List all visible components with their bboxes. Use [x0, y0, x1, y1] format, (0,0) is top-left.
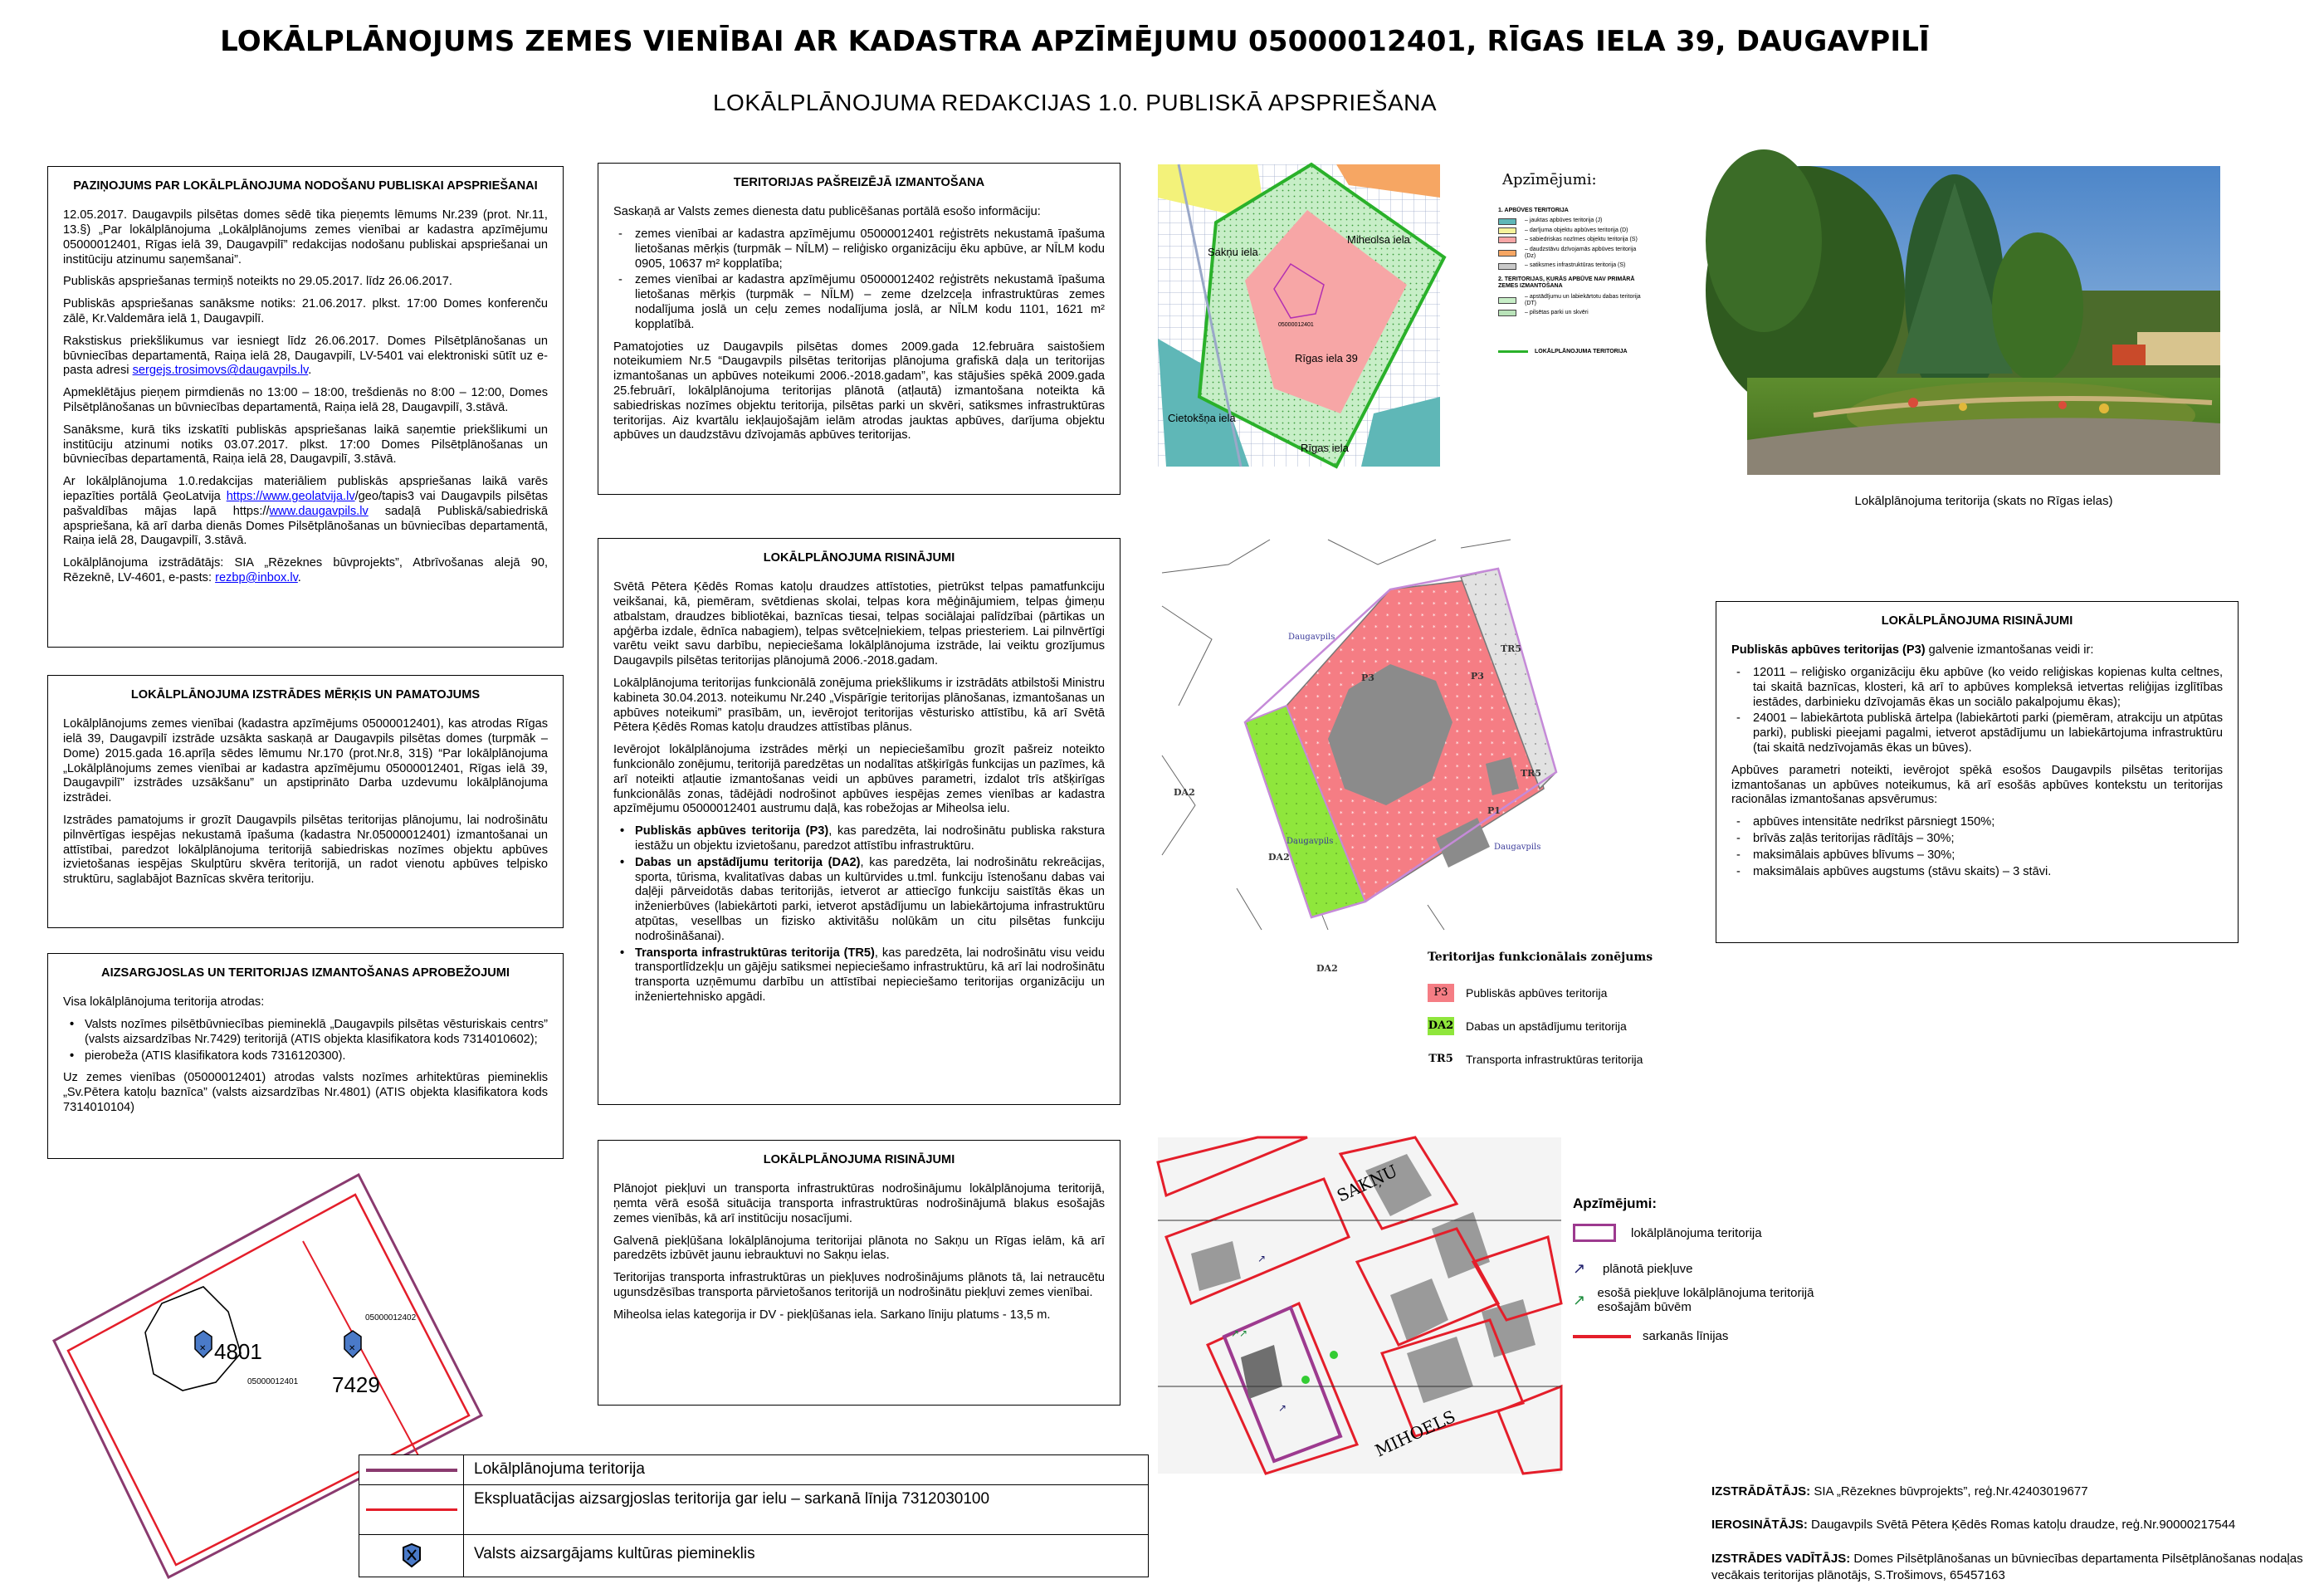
initiator-value: Daugavpils Svētā Pētera Ķēdēs Romas katoļu draudze, reģ.Nr.90000217544 [1811, 1518, 2236, 1533]
access-map-drawing [1158, 1137, 1561, 1474]
legend-label: – pilsētas parki un skvēri [1525, 310, 1589, 316]
map1-legend-title: Apzīmējumi: [1502, 171, 1597, 188]
legend-label: – sabiedriskas nozīmes objektu teritorija (S) [1525, 237, 1638, 243]
street-label: SAKŅU [1333, 1161, 1401, 1206]
access-legend [1573, 1195, 1838, 1343]
goals-p2: Izstrādes pamatojums ir grozīt Daugavpils pilsētas teritorijas plānojumu, lai nodrošinātu pilnvērtīgas iespējas nekustamā īpašuma (kadastra Nr.05000012401) izmantošanai un attīstībai, paredzot lokālplānojuma teritorijā sabiedriskas nozīmes objektu apbūves izvietošanas iespējas Skulptūru skvēra teritorijā, un radot vienotu apbūves telpisko struktūru, saglabājot Baznīcas skvēra teritoriju. [63, 814, 548, 887]
map1-label: Rīgas iela 39 [1295, 352, 1358, 364]
developer-label: IZSTRĀDĀTĀJS: [1711, 1484, 1811, 1498]
map3-arrow-icon: ↗ [1257, 1253, 1267, 1264]
lead-value: Domes Pilsētplānošanas un būvniecības departamenta Pilsētplānošanas nodaļas vecākais teritorijas plānotājs, S.Trošimovs, 65457163 [1711, 1551, 2303, 1582]
map3-marker [1301, 1376, 1310, 1384]
zones-list [613, 824, 1105, 1005]
map1-legend [1498, 208, 1648, 359]
solutions-box-2 [598, 1140, 1120, 1406]
current-use-box [598, 163, 1120, 495]
solutions1-title: LOKĀLPLĀNOJUMA RISINĀJUMI [763, 551, 955, 565]
map1-label: Sakņu iela [1208, 246, 1258, 258]
protection-p2: Uz zemes vienības (05000012401) atrodas valsts nozīmes arhitektūras piemineklis „Sv.Pētera katoļu baznīca” (valsts aizsardzības Nr.4801) (ATIS objekta klasifikatora kods 7314010104) [63, 1071, 548, 1115]
list-item: - zemes vienībai ar kadastra apzīmējumu 05000012401 reģistrēts nekustamā īpašuma lietošanas mērķis (turpmāk – NĪLM) – reliģisko organizāciju ēku apbūve, ar NĪLM kodu 0905, 10637 m² kopplatība; [613, 227, 1105, 271]
planned-access-icon: ↗ [1573, 1260, 1586, 1277]
solutions2-p1: Plānojot piekļuvi un transporta infrastruktūras nodrošinājumu lokālplānojuma teritorijā, ņemta vērā esošā situācija transporta infrastruktūras nodrošinājumā blakus esošajās zemes vienībās, kā arī institūciju nosacījumi. [613, 1182, 1105, 1225]
legend-swatch [1498, 263, 1516, 270]
page-title: LOKĀLPLĀNOJUMS ZEMES VIENĪBAI AR KADASTRA APZĪMĒJUMU 05000012401, RĪGAS IELA 39, DAUGAVPILĪ [220, 25, 1930, 58]
solutions2-p2: Galvenā piekļūšana lokālplānojuma teritorijai plānota no Sakņu un Rīgas ielām, kā arī paredzēts izbūvēt jaunu iebrauktuvi no Sakņu ielas. [613, 1234, 1105, 1263]
solutions-box-1 [598, 538, 1120, 1105]
daugavpils-link[interactable]: www.daugavpils.lv [269, 504, 369, 518]
map1-label: Miheolsa iela [1347, 233, 1410, 246]
street-label: MIHOELS [1371, 1406, 1459, 1461]
legend-label: – satiksmes infrastruktūras teritorija (S) [1525, 262, 1626, 269]
notice-title: PAZIŅOJUMS PAR LOKĀLPLĀNOJUMA NODOŠANU PUBLISKAI APSPRIEŠANAI [73, 179, 538, 193]
zoning-legend [1428, 951, 1677, 1068]
parameters-list [1731, 815, 2223, 879]
legend-swatch [1498, 310, 1516, 316]
legend-label: sarkanās līnijas [1643, 1329, 1729, 1343]
current-use-p1: Saskaņā ar Valsts zemes dienesta datu publicēšanas portālā esošo informāciju: [613, 205, 1041, 219]
solutions3-title: LOKĀLPLĀNOJUMA RISINĀJUMI [1881, 614, 2073, 628]
notice-p2: Publiskās apspriešanas termiņš noteikts no 29.05.2017. līdz 26.06.2017. [63, 275, 452, 289]
protection-title: AIZSARGJOSLAS UN TERITORIJAS IZMANTOŠANAS APROBEŽOJUMI [101, 966, 510, 980]
legend-table-row: Ekspluatācijas aizsargjoslas teritorija gar ielu – sarkanā līnija 7312030100 [474, 1490, 990, 1508]
map1-legend-heading-1: 1. APBŪVES TERITORIJA [1498, 208, 1569, 213]
email-link[interactable]: sergejs.trosimovs@daugavpils.lv [132, 364, 309, 378]
zone-label: P1 [1487, 805, 1501, 816]
legend-label: Publiskās apbūves teritorija [1466, 986, 1608, 1000]
list-item: - zemes vienībai ar kadastra apzīmējumu 05000012402 reģistrēts nekustamā īpašuma lietošanas mērķis (turpmāk – NĪLM) – zeme dzelzceļa infrastruktūras zemes nodalījuma joslā un ceļu zemes nodalījuma joslā, ar NĪLM kodu 1101, 1621 m² kopplatībā. [613, 273, 1105, 332]
uses-list [1731, 666, 2223, 756]
legend-table-row: Lokālplānojuma teritorija [474, 1460, 645, 1478]
monument-icon: ✕ [349, 1344, 356, 1353]
solutions1-p2: Lokālplānojuma teritorijas funkcionālā zonējuma priekšlikums ir izstrādāts atbilstoši Ministru kabineta 30.04.2013. noteikumu Nr.240 „Vispārīgie teritorijas plānošanas, izmantošanas un apbūves noteikumi” prasībām, un, ievērojot teritorijas vēsturisko attīstību, kā arī Svētā Pētera Ķēdēs Romas katoļu draudzes attīstības plānus. [613, 677, 1105, 735]
legend-label: esošā piekļuve lokālplānojuma teritorijā esošajām būvēm [1597, 1286, 1814, 1314]
zone-label: TR5 [1501, 643, 1521, 654]
map3-arrow-icon: ↗↗ [1231, 1327, 1248, 1339]
legend-label: Dabas un apstādījumu teritorija [1466, 1019, 1627, 1033]
list-item: • Valsts nozīmes pilsētbūvniecības piemineklā „Daugavpils pilsētas vēsturiskais centrs” (valsts aizsardzības Nr.7429) teritorijā (ATIS objekta klasifikatora kods 7314010602); [63, 1018, 548, 1048]
map3-marker [1330, 1351, 1338, 1359]
monument-icon [401, 1543, 422, 1568]
legend-label: – apstādījumu un labiekārtotu dabas teritorija (DT) [1525, 293, 1641, 306]
page-subtitle: LOKĀLPLĀNOJUMA REDAKCIJAS 1.0. PUBLISKĀ APSPRIEŠANA [712, 90, 1438, 115]
legend-label: – jauktas apbūves teritorija (J) [1525, 218, 1603, 224]
legend-swatch-tr5: TR5 [1428, 1050, 1454, 1068]
footer [1711, 1484, 2309, 1584]
solutions2-title: LOKĀLPLĀNOJUMA RISINĀJUMI [763, 1153, 955, 1166]
cadastre-label: 05000012401 [247, 1377, 299, 1386]
legend-label: Transporta infrastruktūras teritorija [1466, 1053, 1643, 1066]
site-photo-drawing [1747, 166, 2220, 475]
solutions2-p4: Miheolsa ielas kategorija ir DV - piekļūšanas iela. Sarkano līniju platums - 13,5 m. [613, 1308, 1051, 1322]
legend-label: – daudzstāvu dzīvojamās apbūves teritorija (Dz) [1525, 246, 1637, 259]
existing-access-icon: ↗ [1573, 1291, 1586, 1308]
legend-swatch-da2: DA2 [1428, 1017, 1454, 1035]
protection-box [47, 953, 564, 1159]
solutions2-p3: Teritorijas transporta infrastruktūras un piekļuves nodrošinājums plānots tā, lai netraucētu ugunsdzēsības transporta pārvietošanos teritorijā un nodrošinātu piekļuvi zemes vienībai. [613, 1271, 1105, 1300]
solutions-box-3 [1716, 601, 2239, 943]
boundary-line-icon [1498, 350, 1528, 353]
legend-label: LOKĀLPLĀNOJUMA TERITORIJA [1535, 348, 1628, 354]
legend-label: plānotā piekļuve [1603, 1262, 1693, 1276]
street-label: Daugavpils [1288, 633, 1335, 642]
legend-swatch [1498, 250, 1516, 257]
developer-value: SIA „Rēzeknes būvprojekts”, reģ.Nr.42403019677 [1814, 1484, 2088, 1498]
notice-p6: Sanāksme, kurā tiks izskatīti publiskās apspriešanas laikā saņemtie priekšlikumi un institūciju atzinumi notiks 03.07.2017. plkst. 17:00 Domes Pilsētplānošanas un būvniecības departamentā, Raiņa ielā 28, Daugavpilī, 3.stāvā. [63, 423, 548, 467]
map1-label: Cietokšņa iela [1168, 412, 1236, 424]
zone-label: DA2 [1174, 787, 1195, 798]
notice-p7: Ar lokālplānojuma 1.0.redakcijas materiāliem publiskās apspriešanas laikā varēs iepazīties portālā ĢeoLatvija https://www.geolatvija.lv/geo/tapis3 vai Daugavpils pilsētas pašvaldības mājas lapā https://www.daugavpils.lv sadaļā Publiskā/sabiedriskā apspriešana, kā arī darba dienās Domes Pilsētplānošanas un būvniecības departamentā, Raiņa ielā 28, Daugavpilī, 3.stāvā. [63, 475, 548, 548]
current-use-title: TERITORIJAS PAŠREIZĒJĀ IZMANTOŠANA [733, 176, 985, 189]
legend-swatch [1498, 227, 1516, 234]
list-item: - brīvās zaļās teritorijas rādītājs – 30%; [1731, 832, 2223, 847]
red-line-icon [1573, 1335, 1631, 1338]
legend-label: lokālplānojuma teritorija [1631, 1225, 1762, 1240]
initiator-label: IEROSINĀTĀJS: [1711, 1518, 1808, 1533]
notice-p4: Rakstiskus priekšlikumus var iesniegt līdz 26.06.2017. Domes Pilsētplānošanas un būvniecības departamentā, Raiņa ielā 28, Daugavpilī, LV-5401 vai elektroniski sūtīt uz e-pasta adresi sergejs.trosimovs@daugavpils.lv. [63, 334, 548, 378]
legend-label: – darījuma objektu apbūves teritorija (D) [1525, 227, 1628, 233]
cadastre-label: 05000012402 [365, 1313, 417, 1322]
list-item: - apbūves intensitāte nedrīkst pārsniegt 150%; [1731, 815, 2223, 830]
existing-plan-map [1158, 164, 1648, 467]
protection-list [63, 1018, 548, 1063]
solutions3-p2: Apbūves parametri noteikti, ievērojot spēkā esošos Daugavpils pilsētas teritorijas izmantošanas un apbūves noteikumus, kā arī esošās apbūves kontekstu un teritorijas racionālas izmantošanas apsvērumus: [1731, 763, 2223, 807]
zoning-legend-title: Teritorijas funkcionālais zonējums [1428, 951, 1653, 964]
zone-label: DA2 [1268, 852, 1290, 863]
goals-title: LOKĀLPLĀNOJUMA IZSTRĀDES MĒRĶIS UN PAMATOJUMS [130, 688, 481, 702]
zone-label: P3 [1471, 671, 1484, 682]
solutions1-p1: Svētā Pētera Ķēdēs Romas katoļu draudzes attīstoties, pietrūkst telpas pamatfunkciju veikšanai, kā, piemēram, svētdienas skolai, telpas kora mēģinājumiem, telpas ģimeņu atbalstam, draudzes bibliotēkai, baznīcas tiesai, telpas sociālajai palīdzībai (pārtikas un apģērba izdale, ēdnīca nabagiem), telpas svētceļniekiem, telpas priesteriem. Lai pilnvērtīgi varētu veikt savu darbību, nepieciešama lokālplānojuma izstrāde, lai veiktu grozījumus Daugavpils pilsētas teritorijas plānojumā 2006.-2018.gadam. [613, 580, 1105, 668]
street-label: Daugavpils [1286, 837, 1334, 846]
notice-p1: 12.05.2017. Daugavpils pilsētas domes sēdē tika pieņemts lēmums Nr.239 (prot. Nr.11, 13.§) „Par lokālplānojuma „Lokālplānojums zemes vienībai ar kadastra apzīmējumu 05000012401, Rīgas ielā 39, Daugavpilī” redakcijas nodošanu publiskai apspriešanai un institūciju atzinumu saņemšanai”. [63, 208, 548, 266]
list-item: - 12011 – reliģisko organizāciju ēku apbūve (ko veido reliģiskas kopienas kulta celtnes, tai skaitā baznīcas, klosteri, kā arī to apbūves kompleksā ietvertas reliģijas izglītības iestādes, darbinieku dzīvojamās ēkas un sociālo pakalpojumu ēkas); [1731, 666, 2223, 710]
list-item: • pierobeža (ATIS klasifikatora kods 7316120300). [63, 1049, 548, 1064]
legend-swatch-p3: P3 [1428, 984, 1454, 1002]
map1-label: Rīgas iela [1301, 442, 1349, 454]
photo-caption: Lokālplānojuma teritorija (skats no Rīgas ielas) [1854, 494, 2113, 508]
map1-legend-heading-2: 2. TERITORIJAS, KURĀS APBŪVE NAV PRIMĀRĀ ZEMES IZMANTOŠANA [1498, 276, 1635, 290]
street-label: Daugavpils [1494, 843, 1541, 852]
legend-swatch [1498, 218, 1516, 225]
access-map [1158, 1137, 1561, 1474]
notice-p5: Apmeklētājus pieņem pirmdienās no 13:00 – 18:00, trešdienās no 8:00 – 12:00, Domes Pilsētplānošanas un būvniecības departamentā, Raiņa ielā 28, Daugavpilī, 3.stāvā. [63, 386, 548, 414]
geolatvija-link[interactable]: https://www.geolatvija.lv [226, 489, 355, 503]
monument-number: 4801 [214, 1339, 262, 1364]
list-item: - maksimālais apbūves blīvums – 30%; [1731, 848, 2223, 863]
access-legend-title: Apzīmējumi: [1573, 1195, 1658, 1211]
protection-p1: Visa lokālplānojuma teritorija atrodas: [63, 995, 265, 1010]
notice-p8: Lokālplānojuma izstrādātājs: SIA „Rēzeknes būvprojekts”, Atbrīvošanas alejā 90, Rēzeknē, LV-4601, e-pasts: rezbp@inbox.lv. [63, 556, 548, 584]
territory-outline-icon [1573, 1224, 1616, 1242]
current-use-list [613, 227, 1105, 333]
goals-box [47, 675, 564, 928]
goals-p1: Lokālplānojums zemes vienībai (kadastra apzīmējums 05000012401), kas atrodas Rīgas ielā 39, Daugavpilī izstrāde uzsākta saskaņā ar Daugavpils pilsētas domes (turpmāk – Dome) 2015.gada 16.aprīļa sēdes lēmumu Nr.170 (prot.Nr.8, 31§) “Par lokālplānojuma „Lokālplānojums zemes vienībai ar kadastra apzīmējumu 05000012401, Rīgas ielā 39, Daugavpilī” izstrādes uzsākšanu” un apstiprināto Darba uzdevumu lokālplānojuma izstrādei. [63, 717, 548, 805]
list-item: • Dabas un apstādījumu teritorija (DA2), kas paredzēta, lai nodrošinātu rekreācijas, sporta, tūrisma, kvalitatīvas dabas un kultūrvides u.tml. funkciju īstenošanu dabas vai daļēji pārveidotās dabas teritorijās, ietverot ar attiecīgo funkciju saistītās ēkas un inženierbūves (labiekārtoti parki, ietverot apstādījumu un labiekārtojuma infrastruktūru atpūtas, vesellbas un fizisko aktivitāšu nolūkām un citu pilsētas funkciju nodrošināšanai). [613, 856, 1105, 945]
solutions1-p3: Ievērojot lokālplānojuma izstrādes mērķi un nepieciešamību grozīt pašreiz noteikto funkcionālo zonējumu, teritorijā paredzētas un nodalītas atšķirīgās funkcijas un pazīmes, kā arī noteikti atļautie izmantošanas veidi un apbūves parametri, izdalot trīs atšķirīgas funkcionālās zonas, tādējādi nodrošinot apbūves iespējas zemes vienības ar kadastra apzīmējumu 05000012401 austrumu daļā, kas robežojas ar Miheolsa ielu. [613, 743, 1105, 816]
notice-p3: Publiskās apspriešanas sanāksme notiks: 21.06.2017. plkst. 17:00 Domes konferenču zālē, Kr.Valdemāra ielā 1, Daugavpilī. [63, 297, 548, 326]
monument-number: 7429 [332, 1372, 380, 1397]
zone-label: DA2 [1316, 963, 1338, 974]
map3-arrow-icon: ↗ [1278, 1402, 1287, 1414]
legend-swatch [1498, 297, 1516, 304]
list-item: - 24001 – labiekārtota publiskā ārtelpa (labiekārtoti parki (piemēram, atrakciju un atpūtas parki), publiski pieejami pagalmi, ietverot apstādījumu un labiekārtojuma infrastruktūru (tai skaitā nedzīvojamās ēkas un būves). [1731, 711, 2223, 755]
monument-icon: ✕ [199, 1344, 207, 1353]
map1-label: 05000012401 [1278, 322, 1314, 328]
list-item: • Publiskās apbūves teritorija (P3), kas paredzēta, lai nodrošinātu publiska rakstura iestāžu un objektu izvietošanu, paredzot attīstību infrastruktūru. [613, 824, 1105, 854]
legend-table-row: Valsts aizsargājams kultūras piemineklis [474, 1545, 755, 1562]
zone-label: P3 [1361, 672, 1374, 683]
notice-box [47, 166, 564, 648]
list-item: • Transporta infrastruktūras teritorija (TR5), kas paredzēta, lai nodrošinātu visu veidu transportlīdzekļu un gājēju satiksmei nepieciešamo infrastruktūru, kā arī lai nodrošinātu transporta uzņēmumu darbību un attīstībai nepieciešamo teritorijas organizāciju un inženiertehnisko apgādi. [613, 946, 1105, 1005]
legend-swatch [1498, 237, 1516, 243]
list-item: - maksimālais apbūves augstums (stāvu skaits) – 3 stāvi. [1731, 865, 2223, 880]
territory-line-icon [366, 1469, 457, 1472]
site-photo [1747, 166, 2220, 475]
current-use-p2: Pamatojoties uz Daugavpils pilsētas domes 2009.gada 12.februāra saistošiem noteikumiem Nr.5 “Daugavpils pilsētas teritorijas plānojuma grafiskā daļa un teritorijas izmantošanas un apbūves noteikumi 2006.-2018.gadam”, kas stājušies spēkā 2009.gada 25.februārī, lokālplānojuma teritorijas plānotā (atļautā) izmantošana noteikta kā sabiedriskas nozīmes objektu teritorija, pilsētas parki un skvēri, satiksmes infrastruktūras teritorijas. Aiz kvartālu iekļaujošajām ielām atrodas jauktas apbūves, darījuma objektu apbūves un daudzstāvu dzīvojamās apbūves teritorijas. [613, 340, 1105, 442]
solutions3-p1: Publiskās apbūves teritorijas (P3) galvenie izmantošanas veidi ir: [1731, 643, 2094, 658]
legend-table [359, 1454, 1149, 1577]
red-line-icon [366, 1508, 457, 1511]
developer-email-link[interactable]: rezbp@inbox.lv [215, 570, 298, 584]
zone-label: TR5 [1521, 768, 1541, 779]
lead-label: IZSTRĀDES VADĪTĀJS: [1711, 1551, 1851, 1566]
